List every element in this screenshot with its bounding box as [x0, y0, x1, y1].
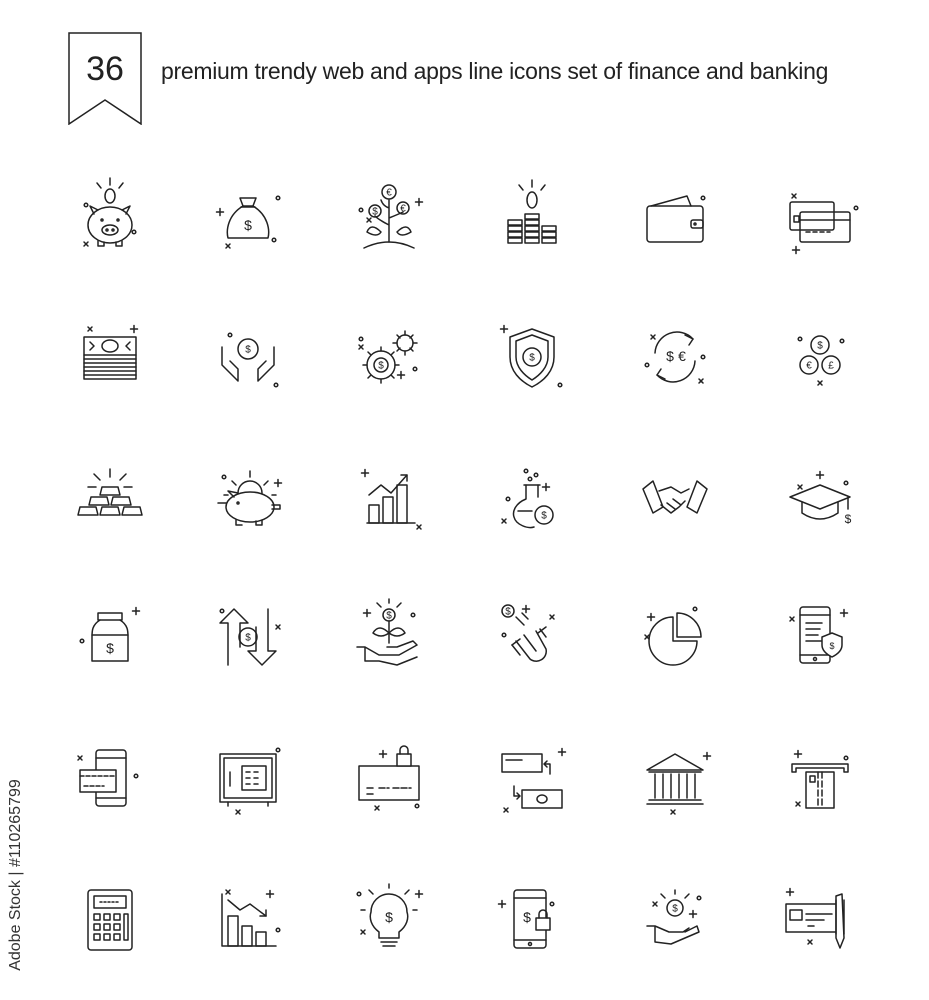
svg-text:$: $ — [245, 632, 251, 644]
decline-chart-icon — [198, 870, 298, 970]
money-tree-icon — [339, 170, 439, 270]
svg-text:$: $ — [829, 641, 835, 651]
cheque-pen-icon — [770, 870, 870, 970]
calculator-icon — [60, 870, 160, 970]
svg-text:€: € — [386, 187, 392, 199]
bank-building-icon-drawing — [625, 730, 725, 830]
watermark-text: Adobe Stock | #110265799 — [7, 779, 24, 971]
hand-coin-icon-drawing — [625, 870, 725, 970]
card-money-transfer-icon-drawing — [482, 730, 582, 830]
transfer-arrows-dollar-icon — [198, 587, 298, 687]
card-lock-icon — [339, 730, 439, 830]
mobile-lock-dollar-icon-drawing — [482, 870, 582, 970]
atm-card-icon-drawing — [770, 730, 870, 830]
mobile-shield-icon-drawing — [770, 587, 870, 687]
bank-building-icon — [625, 730, 725, 830]
gears-dollar-icon — [339, 307, 439, 407]
gears-dollar-icon-drawing — [339, 307, 439, 407]
hand-plant-icon-drawing — [339, 587, 439, 687]
flask-dollar-icon — [482, 447, 582, 547]
svg-text:$: $ — [245, 344, 251, 356]
mobile-card-payment-icon — [60, 730, 160, 830]
currency-exchange-icon-drawing — [625, 307, 725, 407]
wallet-icon — [625, 170, 725, 270]
pie-chart-icon-drawing — [625, 587, 725, 687]
cheque-pen-icon-drawing — [770, 870, 870, 970]
safe-icon — [198, 730, 298, 830]
money-bag-icon — [198, 170, 298, 270]
pie-chart-icon — [625, 587, 725, 687]
safe-icon-drawing — [198, 730, 298, 830]
growth-chart-icon — [339, 447, 439, 547]
money-bag-icon-drawing — [198, 170, 298, 270]
magnet-coins-icon-drawing — [482, 587, 582, 687]
svg-text:€: € — [678, 348, 686, 364]
lightbulb-dollar-icon — [339, 870, 439, 970]
calculator-icon-drawing — [60, 870, 160, 970]
svg-text:$: $ — [541, 510, 547, 522]
graduation-cap-dollar-icon — [770, 447, 870, 547]
shield-dollar-icon — [482, 307, 582, 407]
credit-cards-icon-drawing — [770, 170, 870, 270]
currency-exchange-icon — [625, 307, 725, 407]
card-lock-icon-drawing — [339, 730, 439, 830]
handshake-icon — [625, 447, 725, 547]
coin-stacks-icon-drawing — [482, 170, 582, 270]
badge-number: 36 — [86, 50, 124, 88]
wallet-icon-drawing — [625, 170, 725, 270]
svg-text:$: $ — [666, 348, 674, 364]
card-money-transfer-icon — [482, 730, 582, 830]
piggy-bank-icon — [60, 170, 160, 270]
svg-text:$: $ — [817, 340, 823, 352]
decline-chart-icon-drawing — [198, 870, 298, 970]
svg-text:$: $ — [505, 606, 511, 618]
gold-bars-icon — [60, 447, 160, 547]
transfer-arrows-dollar-icon-drawing — [198, 587, 298, 687]
shield-dollar-icon-drawing — [482, 307, 582, 407]
graduation-cap-dollar-icon-drawing — [770, 447, 870, 547]
handshake-icon-drawing — [625, 447, 725, 547]
svg-text:$: $ — [385, 909, 393, 925]
hands-coin-icon — [198, 307, 298, 407]
svg-text:$: $ — [106, 640, 114, 656]
currency-coins-icon-drawing — [770, 307, 870, 407]
credit-cards-icon — [770, 170, 870, 270]
svg-text:€: € — [400, 203, 406, 215]
currency-coins-icon — [770, 307, 870, 407]
svg-text:$: $ — [523, 909, 531, 925]
piggy-sun-icon-drawing — [198, 447, 298, 547]
svg-text:$: $ — [372, 206, 378, 218]
cash-stack-icon — [60, 307, 160, 407]
coin-stacks-icon — [482, 170, 582, 270]
hands-coin-icon-drawing — [198, 307, 298, 407]
atm-card-icon — [770, 730, 870, 830]
lightbulb-dollar-icon-drawing — [339, 870, 439, 970]
svg-text:$: $ — [244, 217, 252, 233]
svg-text:$: $ — [672, 903, 678, 915]
hand-coin-icon — [625, 870, 725, 970]
money-jar-icon — [60, 587, 160, 687]
svg-text:$: $ — [378, 360, 384, 372]
svg-text:€: € — [806, 360, 812, 372]
flask-dollar-icon-drawing — [482, 447, 582, 547]
mobile-shield-icon — [770, 587, 870, 687]
mobile-card-payment-icon-drawing — [60, 730, 160, 830]
svg-text:$: $ — [844, 512, 852, 526]
gold-bars-icon-drawing — [60, 447, 160, 547]
cash-stack-icon-drawing — [60, 307, 160, 407]
svg-text:£: £ — [828, 360, 834, 372]
money-tree-icon-drawing — [339, 170, 439, 270]
mobile-lock-dollar-icon — [482, 870, 582, 970]
money-jar-icon-drawing — [60, 587, 160, 687]
magnet-coins-icon — [482, 587, 582, 687]
piggy-bank-icon-drawing — [60, 170, 160, 270]
piggy-sun-icon — [198, 447, 298, 547]
hand-plant-icon — [339, 587, 439, 687]
svg-text:$: $ — [529, 352, 535, 364]
growth-chart-icon-drawing — [339, 447, 439, 547]
page-title: premium trendy web and apps line icons set of finance and banking — [161, 58, 829, 84]
svg-text:$: $ — [386, 610, 392, 622]
